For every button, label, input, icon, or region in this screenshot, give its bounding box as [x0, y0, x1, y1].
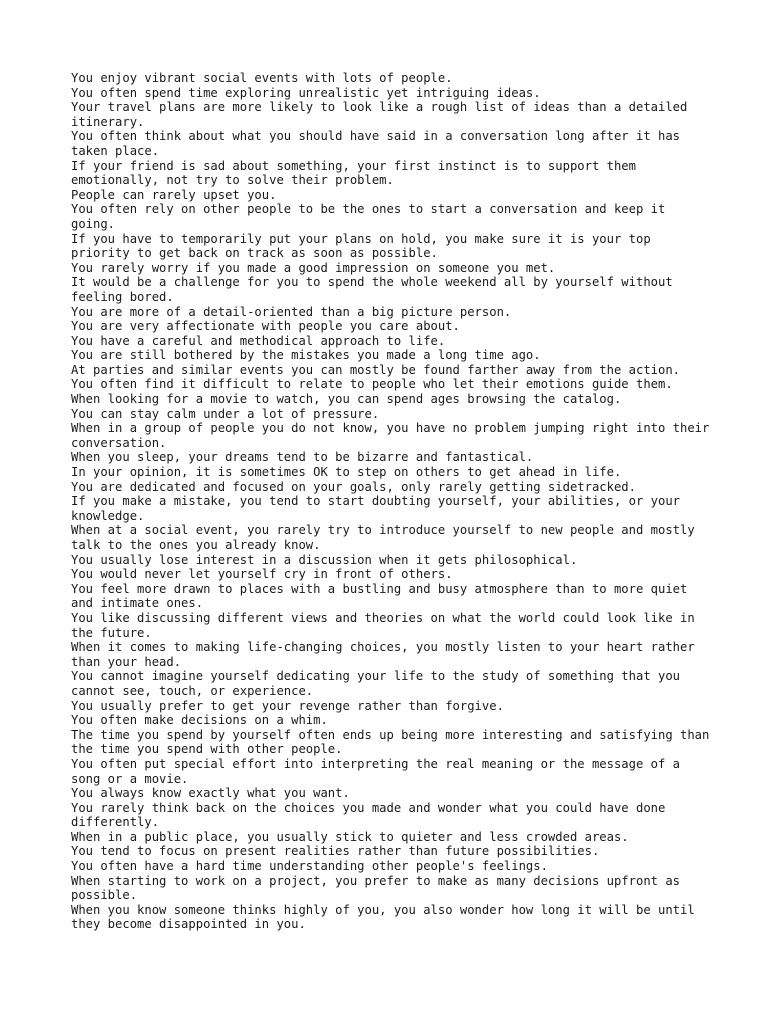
statement-list [71, 71, 711, 932]
statement-line: When in a group of people you do not know, you have no problem jumping right into their conversation. [71, 421, 710, 450]
statement-line: You cannot imagine yourself dedicating your life to the study of something that you cannot see, touch, or experience. [71, 669, 681, 698]
statement-line: You are dedicated and focused on your goals, only rarely getting sidetracked. [71, 479, 636, 494]
statement-line: When at a social event, you rarely try to introduce yourself to new people and mostly talk to the ones you already know. [71, 523, 695, 552]
statement-line: At parties and similar events you can mostly be found farther away from the action. [71, 362, 681, 377]
document-page [71, 71, 711, 932]
statement-line: You like discussing different views and theories on what the world could look like in the future. [71, 610, 695, 640]
statement-line: You are very affectionate with people you care about. [71, 319, 460, 334]
statement-line: Your travel plans are more likely to look like a rough list of ideas than a detailed itinerary. [71, 100, 688, 129]
statement-line: You often think about what you should have said in a conversation long after it has taken place. [71, 129, 681, 158]
statement-line: You tend to focus on present realities rather than future possibilities. [71, 844, 600, 859]
statement-line: You enjoy vibrant social events with lots of people. [71, 71, 453, 85]
statement-line: You feel more drawn to places with a bustling and busy atmosphere than to more quiet and intimate ones. [71, 581, 688, 611]
statement-line: You often make decisions on a whim. [71, 713, 328, 728]
statement-line: It would be a challenge for you to spend the whole weekend all by yourself without feeling bored. [71, 275, 673, 304]
statement-line: If you make a mistake, you tend to start doubting yourself, your abilities, or your knowledge. [71, 494, 681, 523]
statement-line: You always know exactly what you want. [71, 786, 350, 801]
statement-line: If your friend is sad about something, your first instinct is to support them emotionally, not try to solve their problem. [71, 158, 636, 188]
statement-line: You would never let yourself cry in front of others. [71, 567, 453, 582]
statement-line: You often rely on other people to be the ones to start a conversation and keep it going. [71, 202, 666, 231]
statement-line: The time you spend by yourself often ends up being more interesting and satisfying than the time you spend with other people. [71, 727, 710, 757]
statement-line: You can stay calm under a lot of pressure. [71, 406, 380, 421]
statement-line: When it comes to making life-changing choices, you mostly listen to your heart rather than your head. [71, 640, 695, 669]
statement-line: You often put special effort into interpreting the real meaning or the message of a song or a movie. [71, 756, 681, 786]
statement-line: You are still bothered by the mistakes you made a long time ago. [71, 348, 541, 363]
statement-line: In your opinion, it is sometimes OK to step on others to get ahead in life. [71, 465, 622, 480]
statement-line: You often have a hard time understanding other people's feelings. [71, 859, 548, 874]
statement-line: When starting to work on a project, you prefer to make as many decisions upfront as possible. [71, 873, 681, 903]
statement-line: You usually prefer to get your revenge rather than forgive. [71, 698, 504, 713]
statement-line: People can rarely upset you. [71, 187, 277, 202]
statement-line: When looking for a movie to watch, you can spend ages browsing the catalog. [71, 392, 622, 407]
statement-line: You rarely worry if you made a good impression on someone you met. [71, 260, 556, 275]
statement-line: When you sleep, your dreams tend to be bizarre and fantastical. [71, 450, 534, 465]
statement-line: You have a careful and methodical approach to life. [71, 333, 446, 348]
statement-line: You are more of a detail-oriented than a big picture person. [71, 304, 512, 319]
statement-line: If you have to temporarily put your plans on hold, you make sure it is your top priority to get back on track as soon as possible. [71, 231, 651, 261]
statement-line: You rarely think back on the choices you made and wonder what you could have done differently. [71, 800, 666, 830]
statement-line: When in a public place, you usually stick to quieter and less crowded areas. [71, 829, 629, 844]
statement-line: You often find it difficult to relate to people who let their emotions guide them. [71, 377, 673, 392]
statement-line: You usually lose interest in a discussion when it gets philosophical. [71, 552, 578, 567]
statement-line: You often spend time exploring unrealistic yet intriguing ideas. [71, 85, 541, 100]
statement-line: When you know someone thinks highly of you, you also wonder how long it will be until they become disappointed in you. [71, 902, 695, 932]
